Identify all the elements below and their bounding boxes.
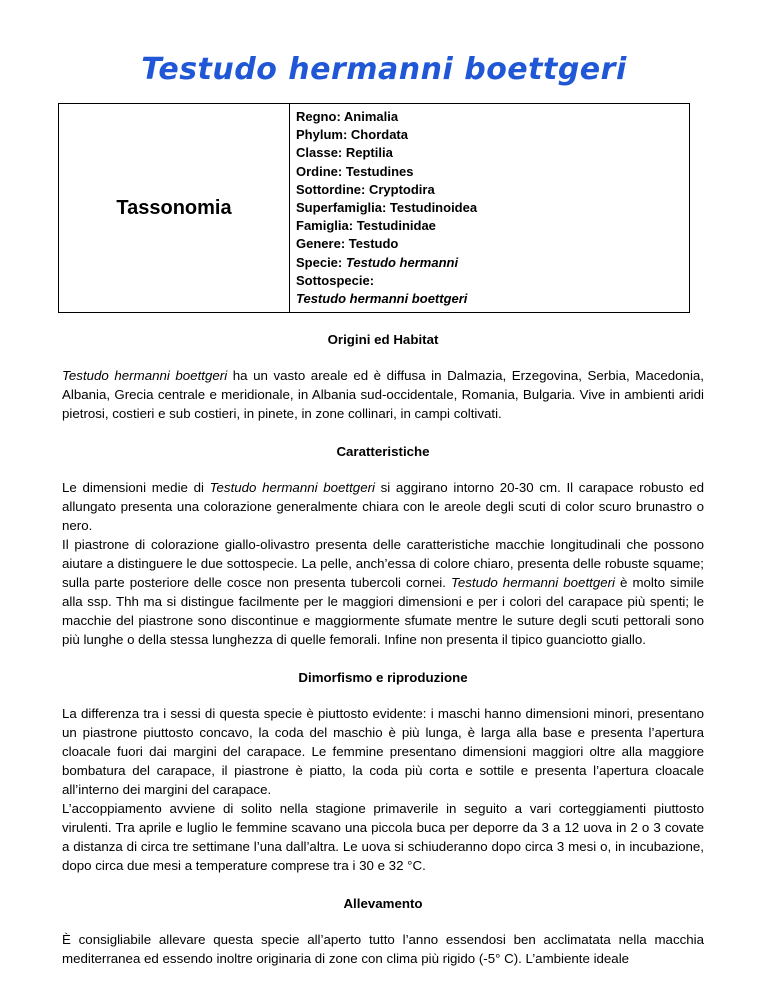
- taxonomy-table: [58, 103, 690, 313]
- taxonomy-row-sottospecie-value: Testudo hermanni boettgeri: [296, 291, 468, 307]
- section-title-origini: Origini ed Habitat: [327, 332, 439, 347]
- paragraph-allevamento: È consigliabile allevare questa specie all’aperto tutto l’anno essendosi ben acclimatata nella macchia mediterranea ed essendo inoltre originaria di zone con clima più rigido (-5° C). L’ambiente ideale: [62, 932, 704, 966]
- taxonomy-label: Tassonomia: [59, 104, 290, 313]
- paragraph-dimorfismo-2: L’accoppiamento avviene di solito nella stagione primaverile in seguito a vari corteggiamenti piuttosto virulenti. Tra aprile e luglio le femmine scavano una piccola buca per deporre da 3 a 12 uova in 2 o 3 covate a distanza di circa tre settimane l’una dall’altra. Le uova si schiuderanno dopo circa 3 mesi o, in incubazione, dopo circa due mesi a temperature comprese tra i 30 e 32 °C.: [62, 801, 704, 873]
- taxonomy-row-specie: Specie: Testudo hermanni: [296, 254, 459, 270]
- paragraph-dimorfismo-1: La differenza tra i sessi di questa specie è piuttosto evidente: i maschi hanno dimensioni minori, presentano un piastrone piuttosto concavo, la coda del maschio è più lunga, è larga alla base e presenta l’apertura cloacale fuori dai margini del carapace. Le femmine presentano dimensioni maggiori oltre alla maggiore bombatura del carapace, il piastrone è piatto, la coda più corta e sottile e presenta l’apertura cloacale all’interno dei margini del carapace.: [62, 706, 704, 797]
- paragraph-origini: Testudo hermanni boettgeri ha un vasto areale ed è diffusa in Dalmazia, Erzegovina, Serbia, Macedonia, Albania, Grecia centrale e meridionale, in Albania sud-occidentale, Romania, Bulgaria. Vive in ambienti aridi pietrosi, costieri e sub costieri, in pinete, in zone collinari, in campi coltivati.: [62, 368, 704, 421]
- taxonomy-row-regno: Regno: Animalia: [296, 109, 399, 124]
- section-title-caratteristiche: Caratteristiche: [336, 444, 430, 459]
- section-title-dimorfismo: Dimorfismo e riproduzione: [298, 670, 468, 685]
- taxonomy-row-phylum: Phylum: Chordata: [296, 127, 408, 143]
- taxonomy-row-famiglia: Famiglia: Testudinidae: [296, 218, 436, 234]
- taxonomy-list: [290, 104, 690, 313]
- taxonomy-row-classe: Classe: Reptilia: [296, 145, 393, 161]
- taxonomy-row-sottospecie: Sottospecie:: [296, 272, 375, 288]
- taxonomy-row-ordine: Ordine: Testudines: [296, 163, 414, 179]
- paragraph-caratteristiche-2: Il piastrone di colorazione giallo-olivastro presenta delle caratteristiche macchie longitudinali che possono aiutare a distinguere le due sottospecie. La pelle, anch’essa di colore chiaro, presenta delle robuste squame; sulla parte posteriore delle cosce non presenta tubercoli cornei. Testudo hermanni boettgeri è molto simile alla ssp. Thh ma si distingue facilmente per le maggiori dimensioni e per i colori del carapace più spenti; le macchie del piastrone sono discontinue e maggiormente sfumate mentre le suture degli scuti pettorali sono più lunghe o della stessa lunghezza di quelle femorali. Infine non presenta il tipico guanciotto giallo.: [62, 537, 704, 647]
- taxonomy-row-genere: Genere: Testudo: [296, 236, 399, 252]
- page-title: Testudo hermanni boettgeri: [141, 52, 627, 87]
- taxonomy-row-superfamiglia: Superfamiglia: Testudinoidea: [296, 200, 478, 216]
- paragraph-caratteristiche-1: Le dimensioni medie di Testudo hermanni boettgeri si aggirano intorno 20-30 cm. Il carapace robusto ed allungato presenta una colorazione generalmente chiara con le areole degli scuti di color scuro brunastro o nero.: [62, 480, 704, 533]
- section-title-allevamento: Allevamento: [343, 896, 423, 911]
- taxonomy-row-sottordine: Sottordine: Cryptodira: [296, 181, 435, 197]
- document-body: [62, 330, 704, 968]
